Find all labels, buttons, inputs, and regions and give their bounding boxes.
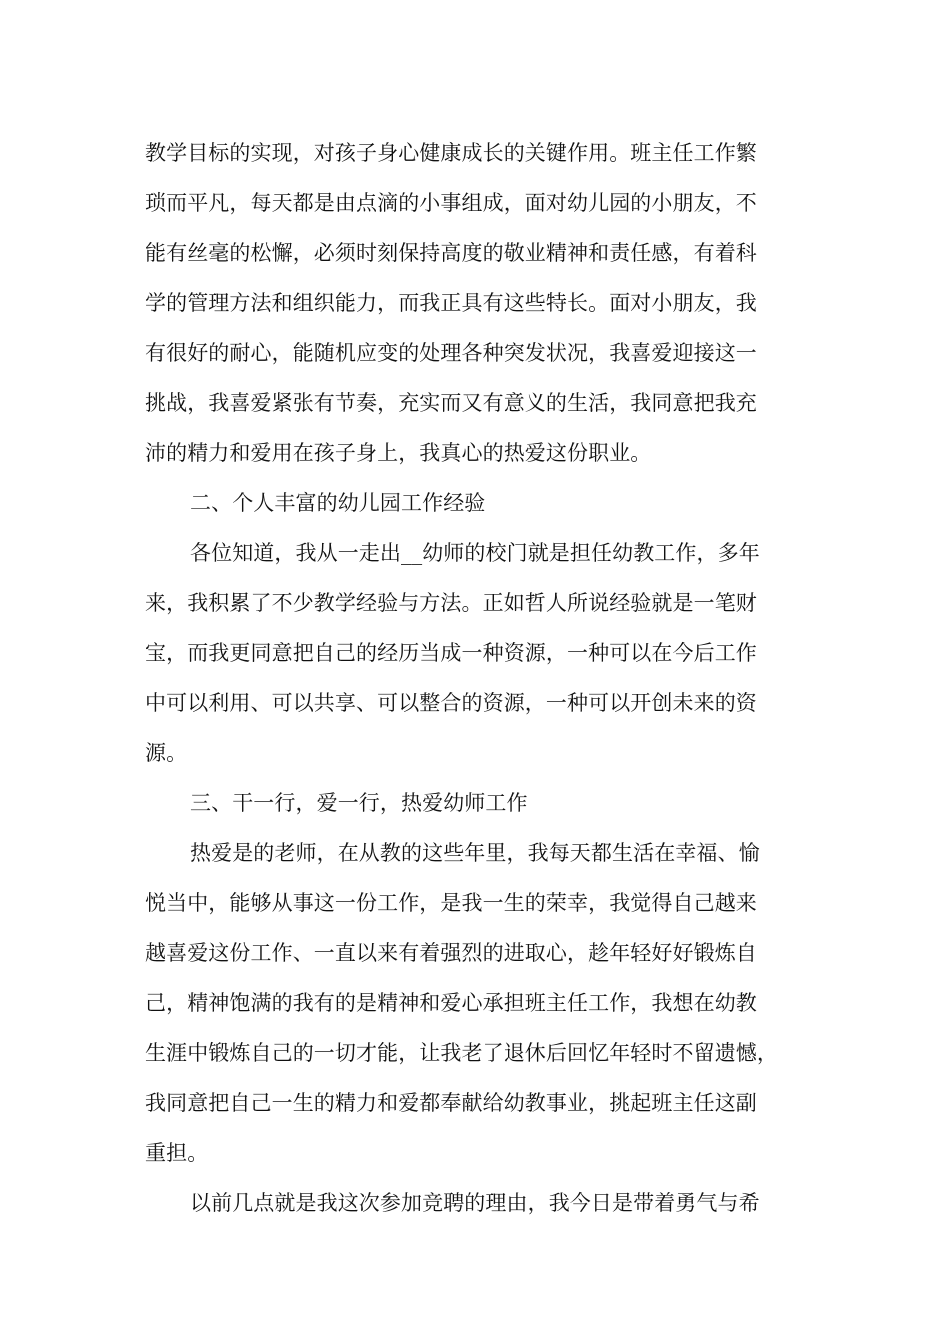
paragraph-line-16: 悦当中，能够从事这一份工作，是我一生的荣幸，我觉得自己越来: [145, 891, 757, 915]
paragraph-line-22: 以前几点就是我这次参加竞聘的理由，我今日是带着勇气与希: [190, 1191, 760, 1215]
paragraph-line-12: 中可以利用、可以共享、可以整合的资源，一种可以开创未来的资: [145, 691, 757, 715]
paragraph-line-18: 己，精神饱满的我有的是精神和爱心承担班主任工作，我想在幼教: [145, 991, 757, 1015]
paragraph-line-2: 琐而平凡，每天都是由点滴的小事组成，面对幼儿园的小朋友，不: [145, 191, 757, 215]
section-heading-3: 三、干一行，爱一行，热爱幼师工作: [190, 791, 528, 815]
paragraph-line-13: 源。: [145, 741, 188, 765]
paragraph-line-10: 来，我积累了不少教学经验与方法。正如哲人所说经验就是一笔财: [145, 591, 757, 615]
paragraph-line-19: 生涯中锻炼自己的一切才能，让我老了退休后回忆年轻时不留遗憾，: [145, 1041, 778, 1065]
paragraph-line-5: 有很好的耐心，能随机应变的处理各种突发状况，我喜爱迎接这一: [145, 341, 757, 365]
section-heading-2: 二、个人丰富的幼儿园工作经验: [190, 491, 486, 515]
paragraph-line-1: 教学目标的实现，对孩子身心健康成长的关键作用。班主任工作繁: [145, 141, 757, 165]
paragraph-line-11: 宝，而我更同意把自己的经历当成一种资源，一种可以在今后工作: [145, 641, 757, 665]
paragraph-line-15: 热爱是的老师，在从教的这些年里，我每天都生活在幸福、愉: [190, 841, 760, 865]
paragraph-line-17: 越喜爱这份工作、一直以来有着强烈的进取心，趁年轻好好锻炼自: [145, 941, 757, 965]
paragraph-line-6: 挑战，我喜爱紧张有节奏，充实而又有意义的生活，我同意把我充: [145, 391, 757, 415]
paragraph-line-4: 学的管理方法和组织能力，而我正具有这些特长。面对小朋友，我: [145, 291, 757, 315]
paragraph-line-9: 各位知道，我从一走出__幼师的校门就是担任幼教工作，多年: [190, 541, 760, 565]
paragraph-line-20: 我同意把自己一生的精力和爱都奉献给幼教事业，挑起班主任这副: [145, 1091, 757, 1115]
paragraph-line-3: 能有丝毫的松懈，必须时刻保持高度的敬业精神和责任感，有着科: [145, 241, 757, 265]
paragraph-line-21: 重担。: [145, 1141, 209, 1165]
paragraph-line-7: 沛的精力和爱用在孩子身上，我真心的热爱这份职业。: [145, 441, 652, 465]
